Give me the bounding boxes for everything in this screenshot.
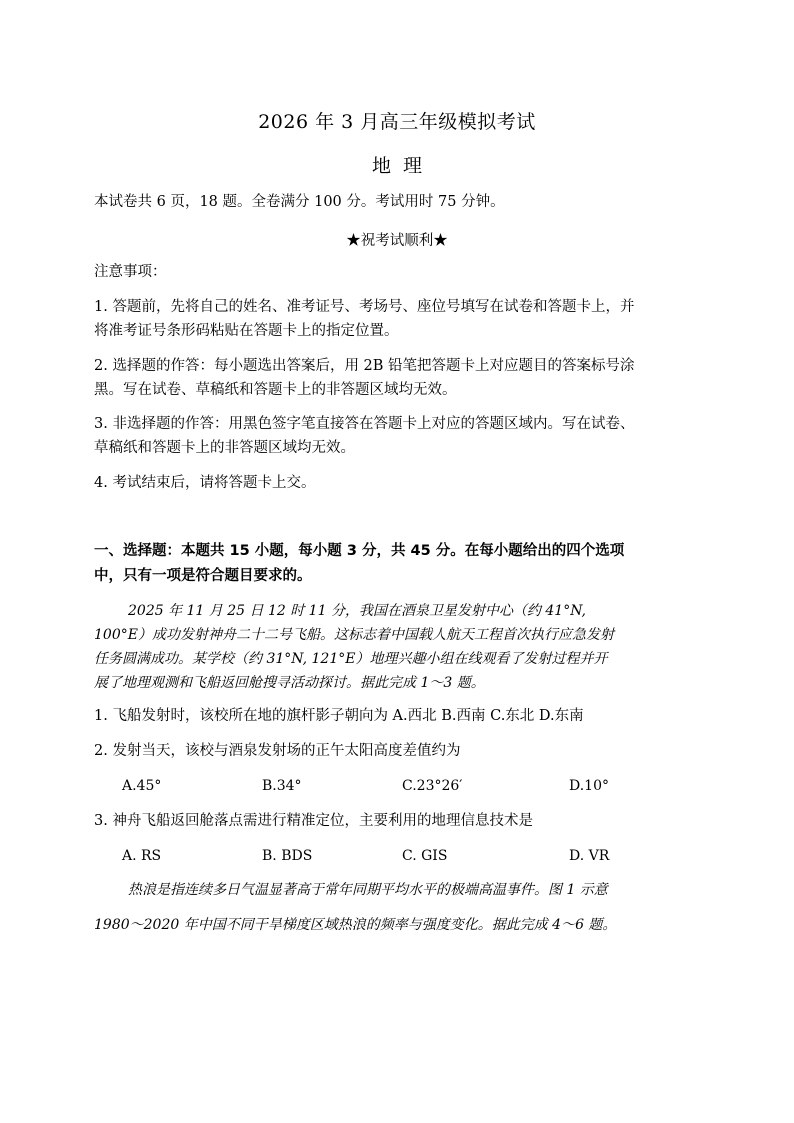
question-2-option-d: D.10° <box>569 778 609 794</box>
passage1-line3: 任务圆满成功。某学校（约 31°N, 121°E）地理兴趣小组在线观看了发射过程并开 <box>94 651 608 667</box>
question-3-option-c: C. GIS <box>402 848 448 864</box>
exam-subject <box>0 154 794 178</box>
note-item-1-line2: 将准考证号条形码粘贴在答题卡上的指定位置。 <box>94 323 399 339</box>
subject-char: 地 <box>371 155 391 177</box>
notes-heading: 注意事项： <box>94 264 167 280</box>
question-2-option-c: C.23°26′ <box>402 778 463 794</box>
passage2-line2: 1980～2020 年中国不同干旱梯度区域热浪的频率与强度变化。据此完成 4～6 题。 <box>94 917 617 933</box>
question-2-stem: 2. 发射当天，该校与酒泉发射场的正午太阳高度差值约为 <box>94 743 461 759</box>
question-1-stem: 1. 飞船发射时，该校所在地的旗杆影子朝向为 A.西北 B.西南 C.东北 D.东南 <box>94 708 584 724</box>
section1-heading-line2: 中，只有一项是符合题目要求的。 <box>94 568 312 584</box>
subject-char: 理 <box>403 155 423 177</box>
question-3-option-a: A. RS <box>122 848 162 864</box>
note-item-2-line1: 2. 选择题的作答：每小题选出答案后，用 2B 铅笔把答题卡上对应题目的答案标号涂 <box>94 358 635 374</box>
question-3-option-d: D. VR <box>569 848 610 864</box>
note-item-3-line2: 草稿纸和答题卡上的非答题区域均无效。 <box>94 440 355 456</box>
note-item-1-line1: 1. 答题前，先将自己的姓名、准考证号、考场号、座位号填写在试卷和答题卡上，并 <box>94 299 635 315</box>
note-item-4-line1: 4. 考试结束后，请将答题卡上交。 <box>94 475 316 491</box>
section1-heading-line1: 一、选择题：本题共 15 小题，每小题 3 分，共 45 分。在每小题给出的四个选项 <box>94 543 625 559</box>
passage1-line1: 2025 年 11 月 25 日 12 时 11 分，我国在酒泉卫星发射中心（约 41°N, <box>128 603 587 619</box>
exam-info: 本试卷共 6 页，18 题。全卷满分 100 分。考试用时 75 分钟。 <box>94 194 505 210</box>
note-item-3-line1: 3. 非选择题的作答：用黑色签字笔直接答在答题卡上对应的答题区域内。写在试卷、 <box>94 416 635 432</box>
question-3-stem: 3. 神舟飞船返回舱落点需进行精准定位，主要利用的地理信息技术是 <box>94 813 533 829</box>
note-item-2-line2: 黑。写在试卷、草稿纸和答题卡上的非答题区域均无效。 <box>94 382 457 398</box>
question-3-option-b: B. BDS <box>262 848 313 864</box>
passage2-line1: 热浪是指连续多日气温显著高于常年同期平均水平的极端高温事件。图 1 示意 <box>128 882 608 898</box>
passage1-line4: 展了地理观测和飞船返回舱搜寻活动探讨。据此完成 1～3 题。 <box>94 675 485 691</box>
passage1-line2: 100°E）成功发射神舟二十二号飞船。这标志着中国载人航天工程首次执行应急发射 <box>94 627 614 643</box>
exam-title: 2026 年 3 月高三年级模拟考试 <box>258 111 536 133</box>
question-2-option-a: A.45° <box>122 778 162 794</box>
exam-wish: ★祝考试顺利★ <box>346 233 448 249</box>
question-2-option-b: B.34° <box>262 778 302 794</box>
